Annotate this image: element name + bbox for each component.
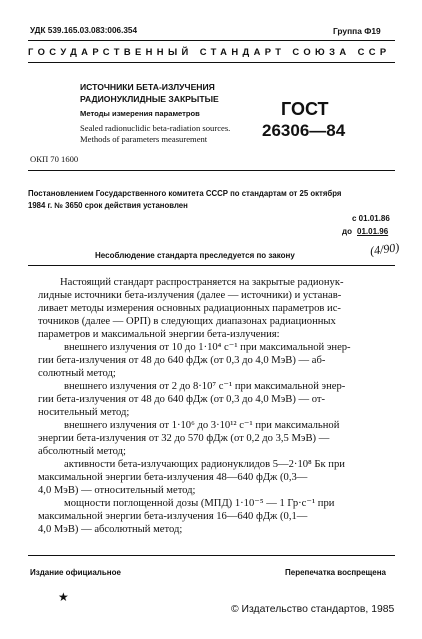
body-line: Настоящий стандарт распространяется на закрытые радионук- — [60, 277, 344, 288]
handwritten-note: (4/90) — [369, 240, 401, 258]
footer-rule — [28, 555, 395, 556]
gost-number: 26306—84 — [262, 121, 346, 140]
title-rule — [28, 170, 395, 171]
body-line: внешнего излучения от 10 до 1·10⁴ с⁻¹ при максимальной энер- — [64, 342, 351, 353]
okp-code: ОКП 70 1600 — [30, 154, 79, 164]
body-line: максимальной энергии бета-излучения 48—640 фДж (0,3— — [38, 472, 308, 483]
udk-code: УДК 539.165.03.083:006.354 — [30, 26, 138, 35]
law-warning: Несоблюдение стандарта преследуется по закону — [95, 251, 295, 260]
body-line: ливает методы измерения основных радиационных параметров ис- — [38, 303, 341, 314]
title-ru-line2: РАДИОНУКЛИДНЫЕ ЗАКРЫТЫЕ — [80, 94, 219, 104]
body-line: энергии бета-излучения от 32 до 570 фДж (от 0,2 до 3,5 МэВ) — — [38, 433, 330, 444]
star-icon: ★ — [58, 590, 69, 604]
title-en-line1: Sealed radionuclidic beta-radiation sources. — [80, 123, 231, 133]
body-line: 4,0 МэВ) — абсолютный метод; — [38, 524, 183, 535]
body-line: 4,0 МэВ) — относительный метод; — [38, 485, 196, 496]
body-line: гии бета-излучения от 48 до 640 фДж (от 0,3 до 4,0 МэВ) — аб- — [38, 355, 326, 366]
subtitle-ru: Методы измерения параметров — [80, 109, 200, 118]
body-line: носительный метод; — [38, 407, 130, 418]
body-line: точников (далее — ОРП) в следующих диапазонах радиационных — [38, 316, 336, 327]
body-line: внешнего излучения от 1·10⁶ до 3·10¹² с⁻¹ при максимальной — [64, 420, 340, 431]
body-line: активности бета-излучающих радионуклидов 5—2·10⁸ Бк при — [64, 459, 345, 470]
effective-from-date: с 01.01.86 — [352, 214, 390, 223]
header-rule-top — [28, 40, 395, 41]
official-edition: Издание официальное — [30, 568, 121, 577]
body-line: лидные источники бета-излучения (далее — источники) и устанав- — [38, 290, 342, 301]
decree-rule — [28, 265, 395, 266]
body-line: параметров и максимальной энергии бета-излучения: — [38, 329, 280, 340]
body-line: абсолютный метод; — [38, 446, 126, 457]
gost-label: ГОСТ — [281, 99, 329, 119]
body-line: гии бета-излучения от 48 до 640 фДж (от 0,3 до 4,0 МэВ) — от- — [38, 394, 326, 405]
body-line: внешнего излучения от 2 до 8·10⁷ с⁻¹ при максимальной энер- — [64, 381, 346, 392]
body-line: мощности поглощенной дозы (МПД) 1·10⁻⁵ — 1 Гр·с⁻¹ при — [64, 498, 335, 509]
body-line: максимальной энергии бета-излучения 16—640 фДж (0,1— — [38, 511, 308, 522]
decree-line1: Постановлением Государственного комитета СССР по стандартам от 25 октября — [28, 189, 342, 198]
effective-to-prefix: до — [342, 227, 352, 236]
decree-line2: 1984 г. № 3650 срок действия установлен — [28, 201, 188, 210]
header-rule-bottom — [28, 62, 395, 63]
reprint-prohibited: Перепечатка воспрещена — [285, 568, 386, 577]
copyright: © Издательство стандартов, 1985 — [231, 604, 395, 615]
title-ru-line1: ИСТОЧНИКИ БЕТА-ИЗЛУЧЕНИЯ — [80, 82, 215, 92]
effective-to-date: 01.01.96 — [357, 227, 389, 236]
body-line: солютный метод; — [38, 368, 116, 379]
group-code: Группа Ф19 — [333, 26, 381, 36]
title-en-line2: Methods of parameters measurement — [80, 134, 208, 144]
standard-title: ГОСУДАРСТВЕННЫЙ СТАНДАРТ СОЮЗА ССР — [28, 46, 391, 57]
